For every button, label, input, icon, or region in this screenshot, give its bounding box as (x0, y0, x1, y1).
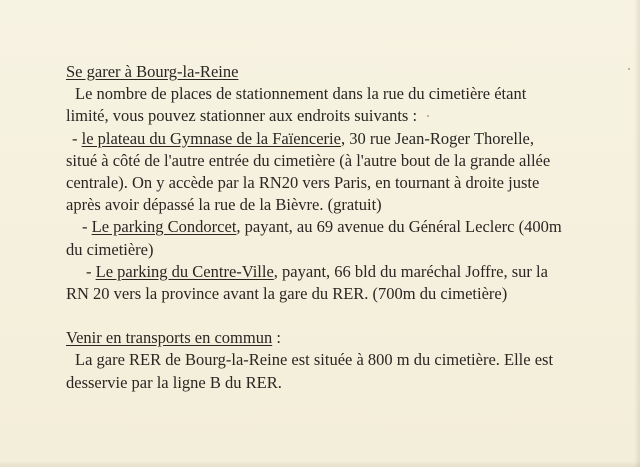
list-dash: - (82, 217, 92, 237)
parking-option-2 (66, 216, 606, 238)
parking-intro-line: Le nombre de places de stationnement dans la rue du cimetière étant (75, 84, 527, 104)
parking-heading (66, 61, 606, 83)
option-2-line: du cimetière) (66, 239, 154, 259)
paper-edge-shadow (634, 0, 640, 467)
transport-heading (66, 327, 606, 349)
option-1-line: situé à côté de l'autre entrée du cimetière (à l'autre bout de la grande allée (66, 150, 551, 170)
parking-intro-line: limité, vous pouvez stationner aux endroits suivants : (66, 106, 418, 126)
list-dash: - (72, 128, 82, 148)
parking-option-1 (66, 128, 606, 150)
list-dash: - (86, 261, 96, 281)
transport-line: La gare RER de Bourg-la-Reine est située à 800 m du cimetière. Elle est (75, 350, 554, 370)
option-2-detail: , payant, au 69 avenue du Général Leclerc (400m (236, 217, 562, 237)
document-body (66, 61, 606, 394)
transport-heading-text: Venir en transports en commun (66, 328, 273, 348)
option-1-detail: , 30 rue Jean-Roger Thorelle, (340, 128, 534, 148)
option-3-name: Le parking du Centre-Ville (95, 261, 274, 281)
transport-heading-colon: : (272, 328, 281, 348)
option-1-line: après avoir dépassé la rue de la Bièvre. (gratuit) (66, 195, 382, 215)
option-3-line: RN 20 vers la province avant la gare du RER. (700m du cimetière) (66, 283, 508, 303)
transport-line: desservie par la ligne B du RER. (66, 372, 282, 392)
paper-bottom-shadow (0, 461, 640, 467)
paragraph-gap (66, 305, 606, 327)
paper-speck (628, 68, 630, 70)
parking-heading-text: Se garer à Bourg-la-Reine (66, 62, 239, 81)
option-1-line: centrale). On y accède par la RN20 vers Paris, en tournant à droite juste (66, 172, 540, 192)
option-3-detail: , payant, 66 bld du maréchal Joffre, sur la (273, 261, 548, 281)
option-2-name: Le parking Condorcet (91, 217, 237, 237)
parking-option-3 (66, 261, 606, 283)
option-1-name: le plateau du Gymnase de la Faïencerie (81, 128, 341, 148)
